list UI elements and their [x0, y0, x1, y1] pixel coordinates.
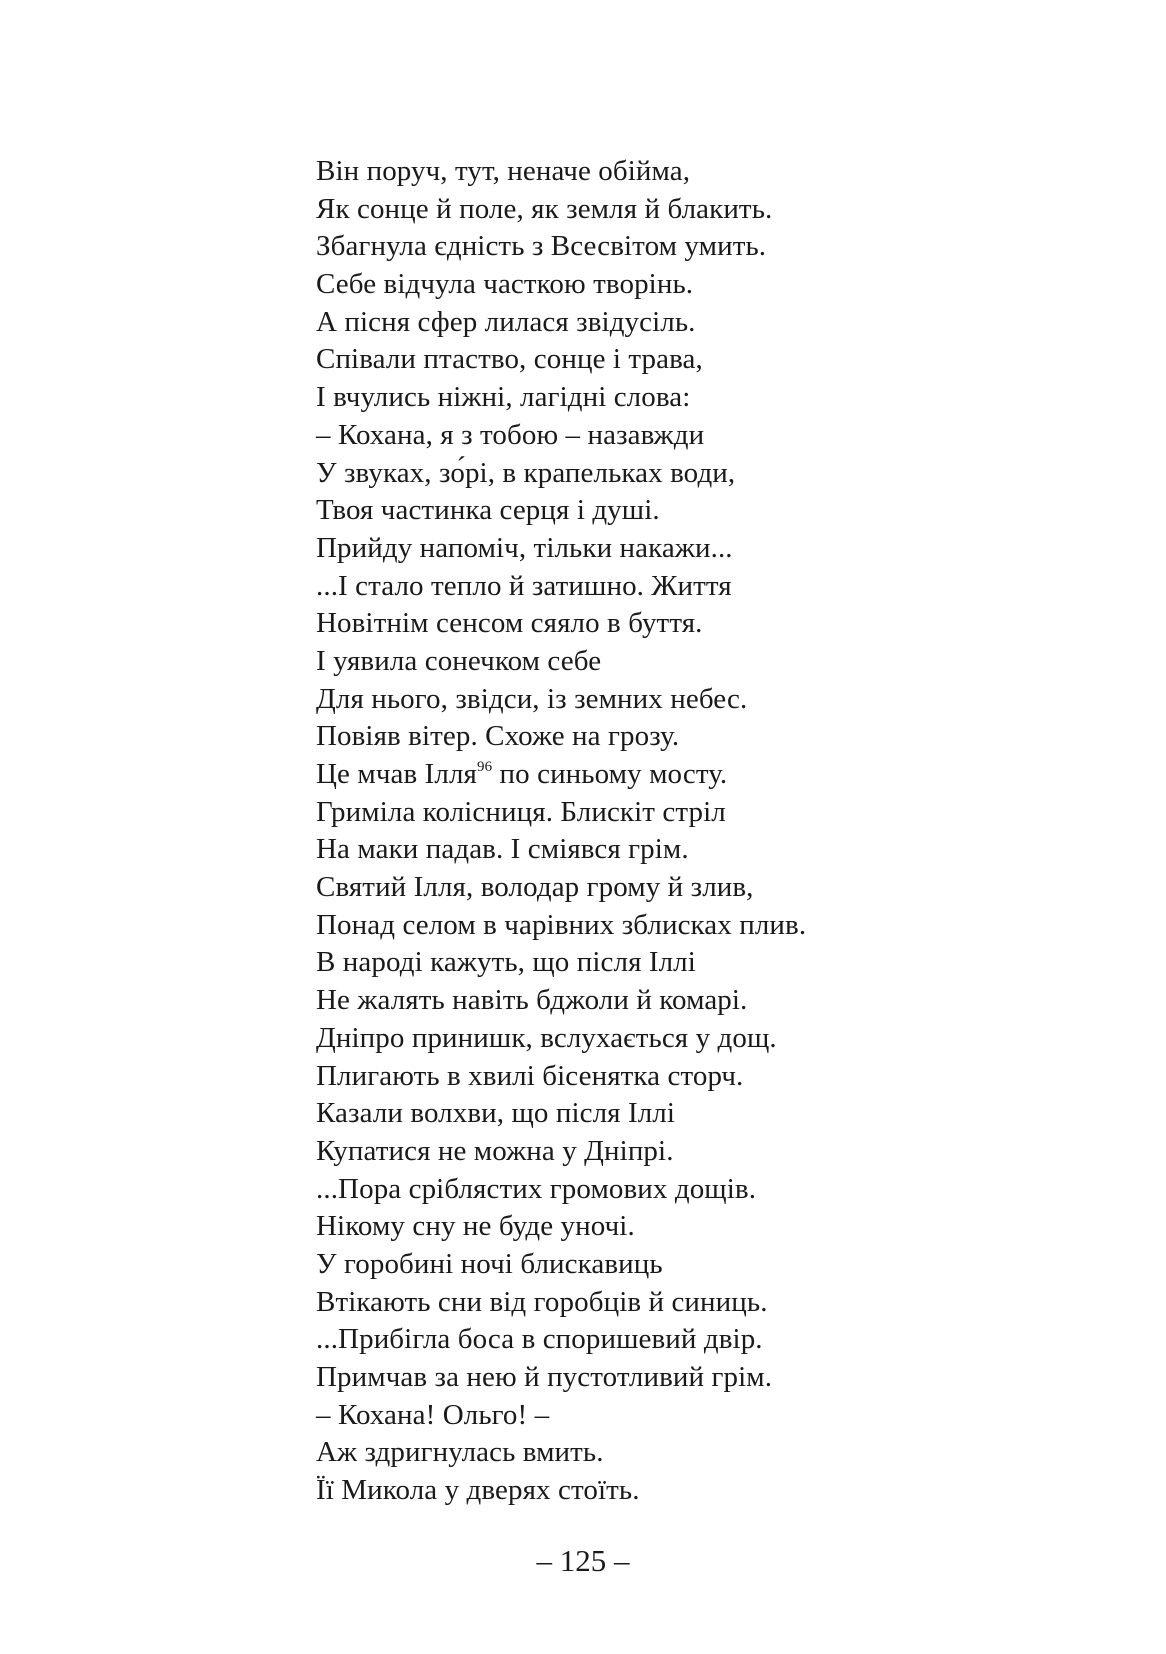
poem-line: Примчав за нею й пустотливий грім. — [316, 1361, 773, 1393]
poem-line: Її Микола у дверях стоїть. — [316, 1474, 640, 1507]
poem-line: Дніпро принишк, вслухається у дощ. — [316, 1021, 777, 1054]
poem-line: Нікому сну не буде уночі. — [316, 1210, 635, 1243]
poem-line: Казали волхви, що після Іллі — [316, 1097, 675, 1130]
poem-line: Повіяв вітер. Схоже на грозу. — [316, 720, 680, 753]
poem-line: В народі кажуть, що після Іллі — [316, 946, 696, 979]
poem-line: У горобині ночі блискавиць — [316, 1247, 663, 1280]
poem-line: Збагнула єдність з Всесвітом умить. — [316, 230, 767, 263]
poem-line: Плигають в хвилі бісенятка сторч. — [316, 1059, 744, 1092]
poem-line: І вчулись ніжні, лагідні слова: — [316, 381, 691, 414]
poem-line-text: Це мчав Ілля — [316, 758, 477, 790]
poem-line: ...Прибігла боса в споришевий двір. — [316, 1323, 763, 1356]
poem-line: Аж здригнулась вмить. — [316, 1436, 604, 1469]
poem-line: – Кохана! Ольго! – — [316, 1398, 550, 1431]
poem-text — [316, 153, 1076, 1510]
poem-line: Гриміла колісниця. Блискіт стріл — [316, 795, 726, 828]
poem-line: У звуках, зо́рі, в крапельках води, — [316, 456, 736, 489]
poem-line: Не жалять навіть бджоли й комарі. — [316, 984, 748, 1017]
poem-line: ...І стало тепло й затишно. Життя — [316, 569, 732, 602]
footnote-reference[interactable]: 96 — [476, 759, 493, 775]
poem-line: Співали птаство, сонце і трава, — [316, 343, 703, 376]
poem-line-with-footnote — [316, 756, 1076, 794]
poem-line: Втікають сни від горобців й синиць. — [316, 1285, 768, 1318]
poem-line: – Кохана, я з тобою – назавжди — [316, 418, 705, 451]
poem-line: Себе відчула часткою творінь. — [316, 268, 694, 301]
poem-line: ...Пора сріблястих громових дощів. — [316, 1172, 757, 1205]
poem-line: Понад селом в чарівних зблисках плив. — [316, 908, 807, 941]
poem-line: Прийду напоміч, тільки накажи... — [316, 531, 733, 564]
poem-line: Купатися не можна у Дніпрі. — [316, 1134, 674, 1167]
poem-line: Як сонце й поле, як земля й блакить. — [316, 192, 773, 225]
page-number: – 125 – — [536, 1543, 630, 1578]
poem-line: На маки падав. І сміявся грім. — [316, 833, 689, 866]
poem-line: Новітнім сенсом сяяло в буття. — [316, 607, 703, 640]
poem-line: Твоя частинка серця і душі. — [316, 494, 660, 527]
poem-line: А пісня сфер лилася звідусіль. — [316, 305, 696, 338]
poem-line: Святий Ілля, володар грому й злив, — [316, 871, 754, 904]
poem-line: Він поруч, тут, неначе обійма, — [316, 155, 691, 187]
poem-line: І уявила сонечком себе — [316, 644, 602, 677]
poem-line-text: по синьому мосту. — [492, 758, 728, 790]
poem-line: Для нього, звідси, із земних небес. — [316, 682, 748, 715]
